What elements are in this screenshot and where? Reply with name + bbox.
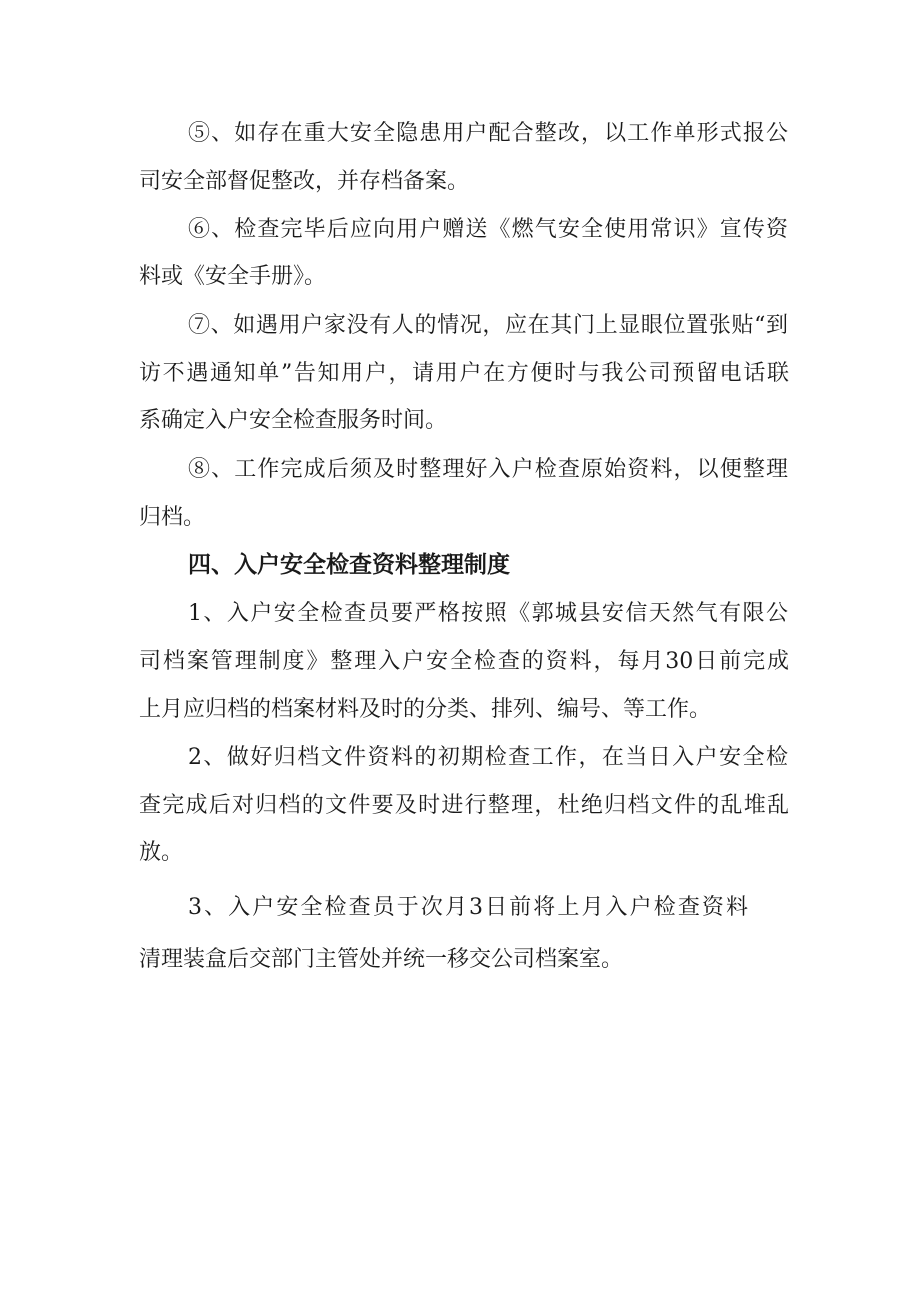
rule-3-line-2: 清理装盒后交部门主管处并统一移交公司档案室。	[139, 947, 624, 972]
item-5-line-1: ⑤、如存在重大安全隐患用户配合整改，以工作单形式报公	[188, 121, 788, 146]
rule-3-line-1: 3、入户安全检查员于次月3日前将上月入户检查资料	[188, 895, 748, 920]
rule-1-line-1: 1、入户安全检查员要严格按照《郭城县安信天然气有限公	[188, 601, 788, 626]
rule-1-line-2: 司档案管理制度》整理入户安全检查的资料，每月30日前完成	[139, 649, 789, 674]
item-7-line-2: 访不遇通知单”告知用户，请用户在方便时与我公司预留电话联	[139, 361, 789, 386]
rule-2-line-1: 2、做好归档文件资料的初期检查工作，在当日入户安全检	[188, 745, 788, 770]
item-6-line-2: 料或《安全手册》。	[139, 264, 327, 289]
item-6-line-1: ⑥、检查完毕后应向用户赠送《燃气安全使用常识》宣传资	[188, 217, 788, 242]
item-8-line-1: ⑧、工作完成后须及时整理好入户检查原始资料，以便整理	[188, 457, 788, 482]
rule-2-line-3: 放。	[139, 840, 184, 865]
item-7-line-3: 系确定入户安全检查服务时间。	[139, 408, 448, 433]
item-8-line-2: 归档。	[139, 505, 206, 530]
rule-1-line-3: 上月应归档的档案材料及时的分类、排列、编号、等工作。	[139, 697, 712, 722]
item-7-line-1: ⑦、如遇用户家没有人的情况，应在其门上显眼位置张贴“到	[188, 313, 788, 338]
rule-2-line-2: 查完成后对归档的文件要及时进行整理，杜绝归档文件的乱堆乱	[139, 793, 789, 818]
section-heading: 四、入户安全检查资料整理制度	[188, 552, 510, 578]
item-5-line-2: 司安全部督促整改，并存档备案。	[139, 169, 470, 194]
